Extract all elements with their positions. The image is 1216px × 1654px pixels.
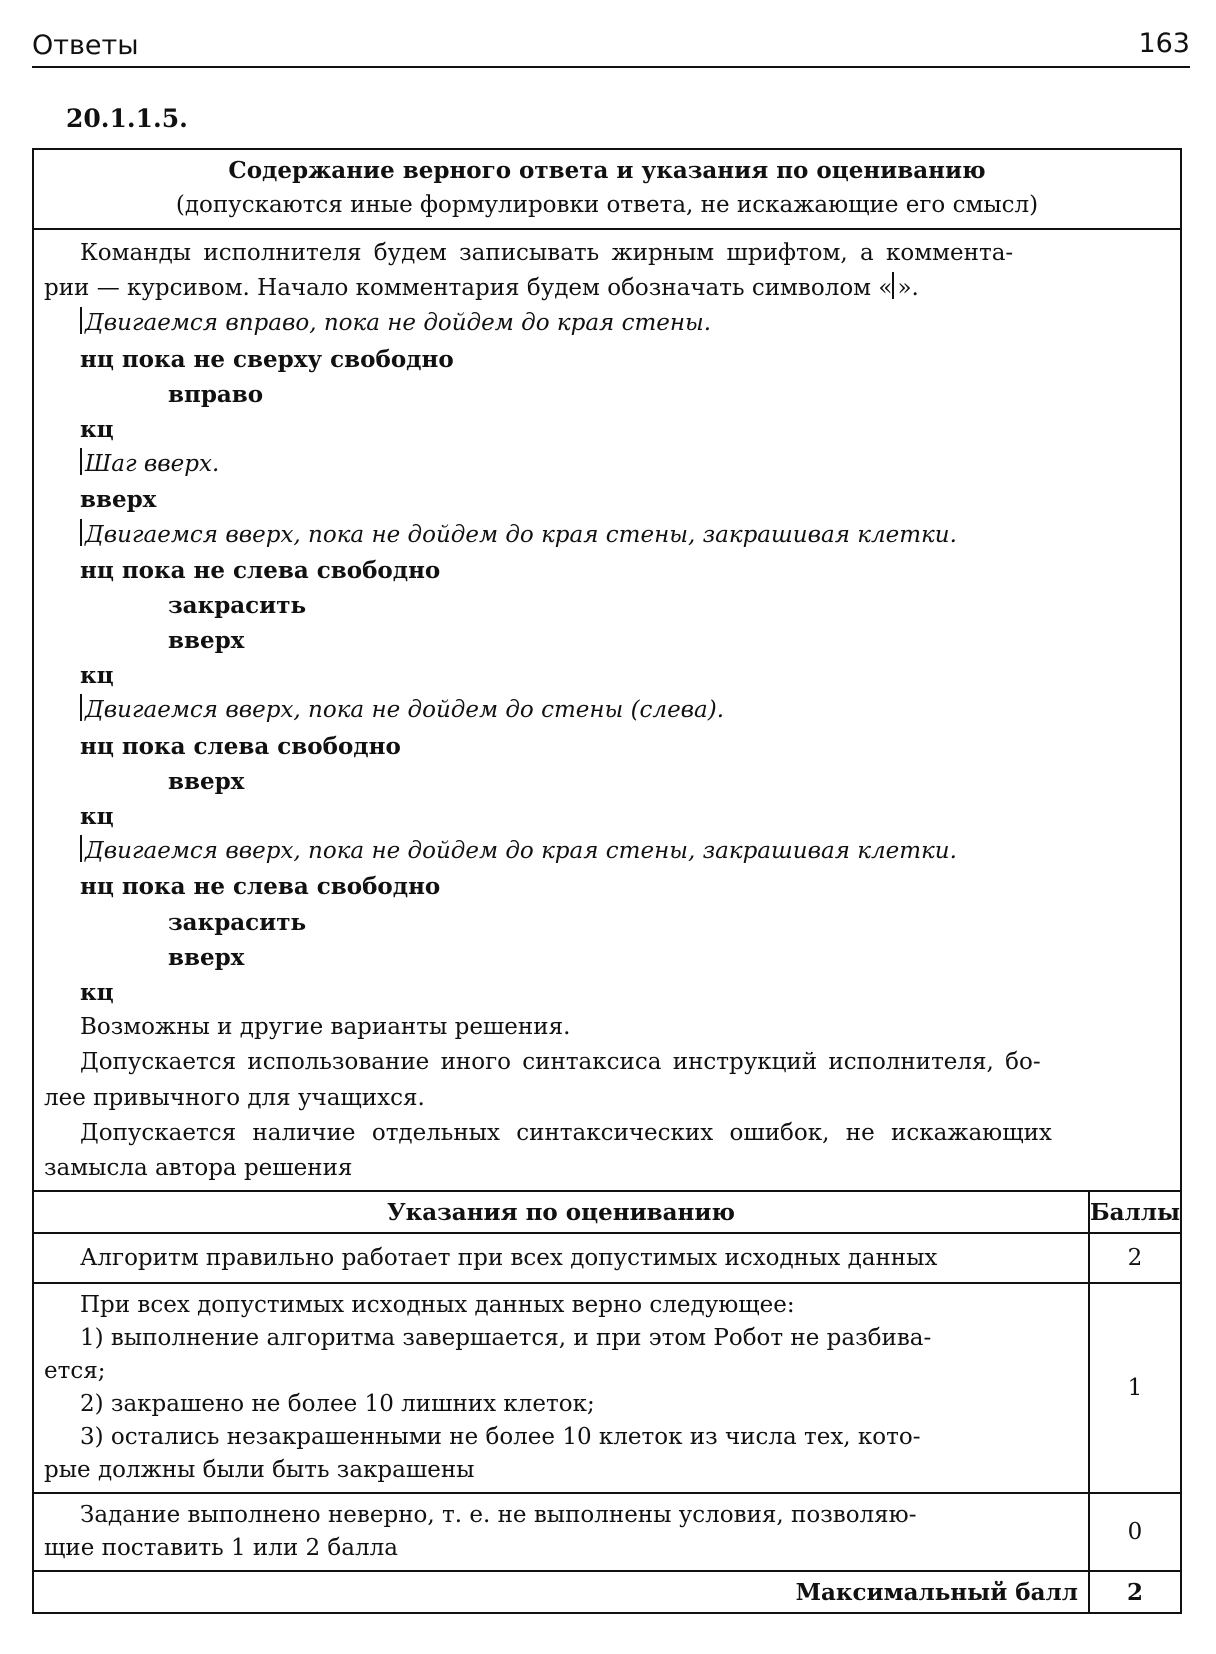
comment-text: Двигаемся вправо, пока не дойдем до края стены. [85, 310, 712, 337]
program-comment [44, 693, 1154, 728]
criteria-line: 3) остались незакрашенными не более 10 клеток из числа тех, кото- [80, 1424, 921, 1450]
note-line: Допускается наличие отдельных синтаксических ошибок, не искажающих [80, 1119, 1052, 1146]
comment-text: Двигаемся вверх, пока не дойдем до стены (слева). [85, 697, 725, 724]
comment-text: Шаг вверх. [85, 451, 220, 478]
comment-bar-icon [892, 272, 894, 299]
comment-bar-icon [80, 307, 82, 334]
answer-body [44, 236, 1154, 1186]
criteria-line: ется; [44, 1358, 106, 1384]
note-line: лее привычного для учащихся. [44, 1084, 425, 1111]
intro-text: рии — курсивом. Начало комментария будем обозначать символом « [44, 275, 893, 302]
running-header [32, 26, 1190, 68]
grading-table [34, 1190, 1180, 1614]
comment-text: Двигаемся вверх, пока не дойдем до края стены, закрашивая клетки. [85, 521, 957, 548]
program-command: вверх [168, 627, 245, 655]
program-command: вверх [168, 943, 245, 971]
comment-bar-icon [80, 519, 82, 546]
criteria-cell [34, 1233, 1089, 1283]
max-score-label: Максимальный балл [34, 1571, 1089, 1613]
criteria-line: Задание выполнено неверно, т. е. не выполнены условия, позволяю- [80, 1502, 917, 1528]
points-header: Баллы [1089, 1191, 1180, 1233]
program-command: вверх [168, 767, 245, 795]
max-score-row [34, 1571, 1180, 1613]
program-command: закрасить [168, 908, 307, 936]
criteria-header: Указания по оцениванию [34, 1191, 1089, 1233]
criteria-line: При всех допустимых исходных данных верно следующее: [80, 1292, 795, 1318]
program-comment [44, 518, 1154, 553]
criteria-line: Алгоритм правильно работает при всех допустимых исходных данных [80, 1244, 938, 1271]
comment-text: Двигаемся вверх, пока не дойдем до края стены, закрашивая клетки. [85, 838, 957, 865]
program-comment [44, 306, 1154, 341]
comment-bar-icon [80, 448, 82, 475]
program-command: нц пока не сверху свободно [80, 345, 454, 373]
answer-subheading: (допускаются иные формулировки ответа, не искажающие его смысл) [175, 192, 1039, 218]
program-command: нц пока не слева свободно [80, 873, 441, 901]
intro-line [44, 271, 1154, 306]
program-command: вправо [168, 380, 264, 408]
criteria-line: 1) выполнение алгоритма завершается, и при этом Робот не разбива- [80, 1325, 932, 1351]
program-command: нц пока слева свободно [80, 732, 401, 760]
max-score-value: 2 [1089, 1571, 1180, 1613]
comment-bar-icon [80, 694, 82, 721]
note-line: Возможны и другие варианты решения. [80, 1014, 571, 1041]
section-title: Ответы [32, 30, 139, 61]
program-command: закрасить [168, 591, 307, 619]
grading-row [34, 1493, 1180, 1571]
intro-line: Команды исполнителя будем записывать жирным шрифтом, а коммента- [80, 240, 1014, 266]
criteria-line: щие поставить 1 или 2 балла [44, 1535, 398, 1561]
task-number: 20.1.1.5. [66, 104, 188, 133]
criteria-line: 2) закрашено не более 10 лишних клеток; [80, 1391, 595, 1417]
grading-row [34, 1283, 1180, 1493]
answer-heading: Содержание верного ответа и указания по оцениванию [228, 157, 986, 184]
comment-bar-icon [80, 835, 82, 862]
points-cell: 0 [1089, 1493, 1180, 1571]
program-command: кц [80, 978, 114, 1006]
intro-text-end: ». [897, 275, 919, 302]
grading-header-row [34, 1191, 1180, 1233]
program-comment [44, 834, 1154, 869]
criteria-cell [34, 1493, 1089, 1571]
program-command: кц [80, 803, 114, 830]
program-command: вверх [80, 486, 157, 514]
program-listing [44, 306, 1154, 1010]
answer-header [34, 150, 1180, 230]
criteria-line: рые должны были быть закрашены [44, 1457, 475, 1483]
points-cell: 2 [1089, 1233, 1180, 1283]
program-command: кц [80, 415, 114, 443]
criteria-cell [34, 1283, 1089, 1493]
program-command: кц [80, 662, 114, 690]
program-comment [44, 447, 1154, 482]
page-number: 163 [1138, 28, 1190, 59]
grading-row [34, 1233, 1180, 1283]
note-line: Допускается использование иного синтаксиса инструкций исполнителя, бо- [80, 1049, 1041, 1076]
note-line: замысла автора решения [44, 1154, 353, 1181]
answer-frame [32, 148, 1182, 1614]
points-cell: 1 [1089, 1283, 1180, 1493]
program-command: нц пока не слева свободно [80, 556, 441, 584]
